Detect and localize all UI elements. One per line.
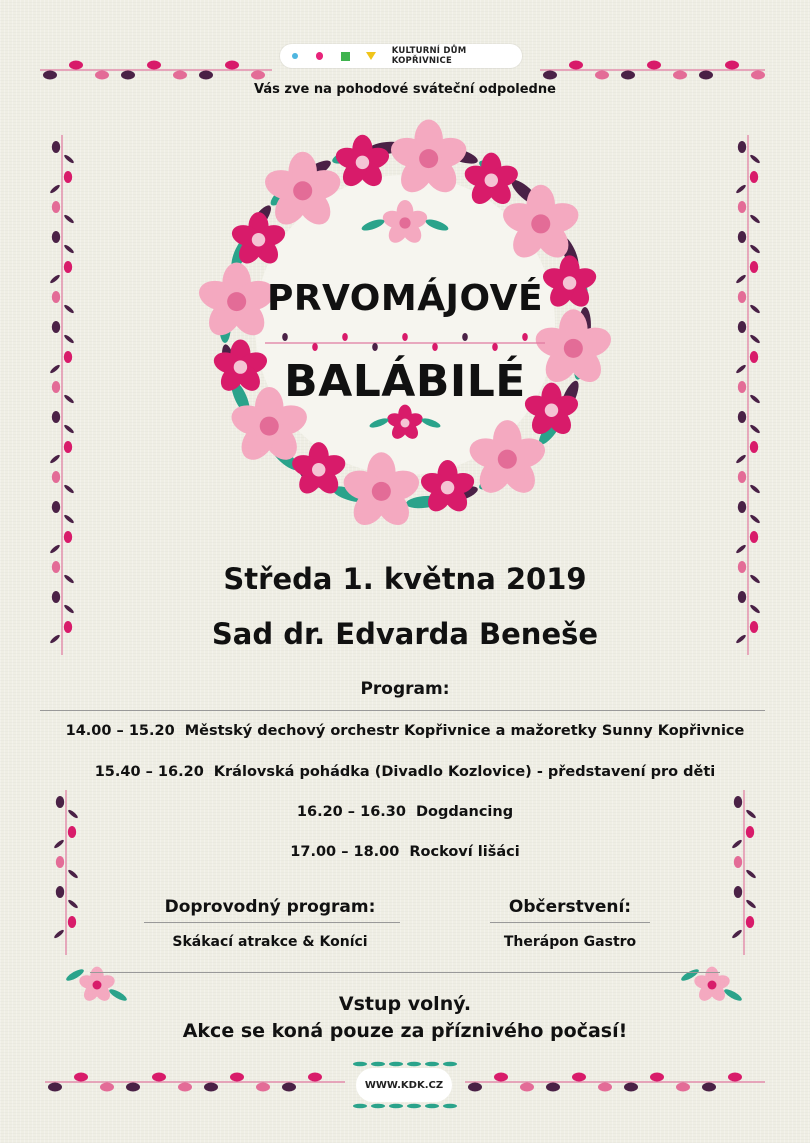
bud-icon	[468, 1083, 482, 1092]
leaf-icon	[735, 454, 747, 465]
bud-icon	[52, 501, 60, 513]
bud-icon	[282, 1083, 296, 1092]
bud-icon	[572, 1073, 586, 1082]
leaf-icon	[749, 154, 761, 165]
flower-center	[419, 149, 438, 168]
leaf-icon	[63, 304, 75, 315]
program-time: 14.00 – 15.20	[65, 723, 175, 739]
bud-icon	[52, 471, 60, 483]
leaf-icon	[749, 604, 761, 615]
bud-icon	[95, 71, 109, 80]
flower-center	[293, 181, 312, 200]
leaf-icon	[53, 929, 65, 940]
flower-center	[498, 450, 517, 469]
organizer-badge	[280, 44, 522, 68]
leaf-icon	[63, 514, 75, 525]
bud-icon	[738, 321, 746, 333]
leaf-icon	[63, 334, 75, 345]
leaf-icon	[63, 604, 75, 615]
leaf-icon	[67, 899, 79, 910]
bud-icon	[52, 141, 60, 153]
bud-icon	[48, 1083, 62, 1092]
leaf-icon	[749, 304, 761, 315]
leaf-icon	[63, 214, 75, 225]
bud-icon	[342, 333, 348, 341]
logo-dot-pink-icon	[316, 52, 324, 60]
bud-icon	[308, 1073, 322, 1082]
bud-icon	[225, 61, 239, 70]
bud-icon	[738, 231, 746, 243]
free-entry-text: Vstup volný.	[338, 993, 472, 1015]
leaf-icon	[353, 1104, 367, 1109]
divider	[90, 972, 720, 973]
leaf-icon	[353, 1062, 367, 1067]
refreshments-text: Therápon Gastro	[503, 934, 637, 950]
bud-icon	[738, 291, 746, 303]
flower-center	[399, 217, 410, 228]
bud-icon	[647, 61, 661, 70]
bud-icon	[750, 171, 758, 183]
bud-icon	[74, 1073, 88, 1082]
flower-center	[356, 156, 369, 169]
leaf-icon	[731, 929, 743, 940]
bud-icon	[256, 1083, 270, 1092]
bud-icon	[147, 61, 161, 70]
event-title-line1: PRVOMÁJOVÉ	[266, 278, 544, 319]
bud-icon	[64, 171, 72, 183]
leaf-icon	[63, 424, 75, 435]
program-act: Dogdancing	[415, 804, 514, 820]
bud-icon	[121, 71, 135, 80]
program-time: 15.40 – 16.20	[94, 764, 204, 780]
bud-icon	[598, 1083, 612, 1092]
leaf-icon	[749, 334, 761, 345]
bud-icon	[738, 141, 746, 153]
bud-icon	[204, 1083, 218, 1092]
program-act: Městský dechový orchestr Kopřivnice a mažoretky Sunny Kopřivnice	[184, 723, 745, 739]
bud-icon	[100, 1083, 114, 1092]
bud-icon	[68, 916, 76, 928]
event-venue: Sad dr. Edvarda Beneše	[211, 617, 599, 651]
bud-icon	[738, 381, 746, 393]
flower-center	[401, 419, 410, 428]
bud-icon	[751, 71, 765, 80]
floral-wreath	[160, 105, 650, 545]
flower-center	[441, 481, 454, 494]
bud-icon	[492, 343, 498, 351]
bud-icon	[494, 1073, 508, 1082]
invitation-text: Vás zve na pohodové sváteční odpoledne	[254, 82, 556, 97]
leaf-icon	[63, 154, 75, 165]
leaf-icon	[49, 544, 61, 555]
program-time: 16.20 – 16.30	[296, 804, 406, 820]
bud-icon	[738, 501, 746, 513]
bud-icon	[52, 231, 60, 243]
bud-icon	[64, 531, 72, 543]
leaf-icon	[407, 1062, 421, 1067]
bud-icon	[52, 411, 60, 423]
website-badge	[356, 1068, 452, 1102]
divider	[40, 710, 765, 711]
bud-icon	[746, 916, 754, 928]
flower-center	[485, 174, 498, 187]
bud-icon	[728, 1073, 742, 1082]
bud-icon	[569, 61, 583, 70]
program-item	[0, 804, 810, 820]
bud-icon	[68, 826, 76, 838]
leaf-icon	[389, 1062, 403, 1067]
logo-triangle-yellow-icon	[366, 52, 376, 60]
flower-center	[252, 233, 265, 246]
bud-icon	[750, 531, 758, 543]
bud-icon	[312, 343, 318, 351]
leaf-icon	[749, 214, 761, 225]
bud-icon	[52, 201, 60, 213]
divider	[490, 922, 650, 923]
bud-icon	[52, 291, 60, 303]
program-heading: Program:	[360, 679, 450, 699]
bud-icon	[199, 71, 213, 80]
bud-icon	[432, 343, 438, 351]
bud-icon	[595, 71, 609, 80]
bud-icon	[738, 201, 746, 213]
leaf-icon	[749, 514, 761, 525]
program-item	[0, 844, 810, 860]
bud-icon	[746, 826, 754, 838]
divider	[144, 922, 400, 923]
bud-icon	[734, 886, 742, 898]
leaf-icon	[49, 184, 61, 195]
bud-icon	[702, 1083, 716, 1092]
bud-icon	[738, 471, 746, 483]
leaf-icon	[735, 364, 747, 375]
refreshments-heading: Občerstvení:	[508, 897, 632, 917]
event-title-line2: BALÁBILÉ	[284, 356, 526, 407]
bud-icon	[64, 351, 72, 363]
flower-center	[312, 463, 325, 476]
leaf-icon	[407, 1104, 421, 1109]
side-program-heading: Doprovodný program:	[164, 897, 376, 917]
bud-icon	[52, 321, 60, 333]
bud-icon	[750, 441, 758, 453]
leaf-icon	[63, 484, 75, 495]
bud-icon	[56, 886, 64, 898]
side-program-text: Skákací atrakce & Koníci	[172, 934, 368, 950]
leaf-icon	[749, 484, 761, 495]
bud-icon	[64, 261, 72, 273]
leaf-icon	[63, 244, 75, 255]
logo-dot-blue-icon	[292, 53, 298, 59]
leaf-icon	[749, 244, 761, 255]
program-act: Rockoví lišáci	[409, 844, 520, 860]
leaf-icon	[749, 424, 761, 435]
bud-icon	[462, 333, 468, 341]
program-item	[0, 764, 810, 780]
bud-icon	[64, 441, 72, 453]
bud-icon	[676, 1083, 690, 1092]
program-time: 17.00 – 18.00	[290, 844, 400, 860]
leaf-icon	[745, 899, 757, 910]
bud-icon	[520, 1083, 534, 1092]
bud-icon	[52, 381, 60, 393]
flower-center	[531, 214, 550, 233]
bud-icon	[738, 411, 746, 423]
leaf-icon	[735, 544, 747, 555]
bud-icon	[673, 71, 687, 80]
leaf-icon	[749, 394, 761, 405]
leaf-icon	[49, 274, 61, 285]
flower-center	[260, 417, 279, 436]
flower-center	[372, 482, 391, 501]
bud-icon	[251, 71, 265, 80]
bud-icon	[546, 1083, 560, 1092]
leaf-icon	[63, 394, 75, 405]
program-act: Královská pohádka (Divadlo Kozlovice) - představení pro děti	[213, 764, 716, 780]
bud-icon	[282, 333, 288, 341]
leaf-icon	[67, 869, 79, 880]
bud-icon	[152, 1073, 166, 1082]
bud-icon	[650, 1073, 664, 1082]
bud-icon	[372, 343, 378, 351]
bud-icon	[699, 71, 713, 80]
bud-icon	[522, 333, 528, 341]
bud-icon	[543, 71, 557, 80]
bud-icon	[126, 1083, 140, 1092]
website-link[interactable]: WWW.KDK.CZ	[364, 1079, 444, 1091]
leaf-icon	[425, 1104, 439, 1109]
bud-icon	[624, 1083, 638, 1092]
leaf-icon	[443, 1062, 457, 1067]
bud-icon	[725, 61, 739, 70]
bud-icon	[402, 333, 408, 341]
leaf-icon	[49, 454, 61, 465]
bud-icon	[750, 261, 758, 273]
leaf-icon	[49, 364, 61, 375]
organizer-name: KULTURNÍ DŮM KOPŘIVNICE	[391, 46, 467, 66]
flower-center	[93, 981, 102, 990]
leaf-icon	[371, 1062, 385, 1067]
leaf-icon	[735, 274, 747, 285]
leaf-icon	[443, 1104, 457, 1109]
bud-icon	[750, 351, 758, 363]
flower-center	[708, 981, 717, 990]
weather-note: Akce se koná pouze za příznivého počasí!	[182, 1020, 628, 1042]
leaf-icon	[735, 184, 747, 195]
bud-icon	[621, 71, 635, 80]
program-item	[0, 723, 810, 739]
leaf-icon	[371, 1104, 385, 1109]
bud-icon	[178, 1083, 192, 1092]
bud-icon	[230, 1073, 244, 1082]
leaf-icon	[745, 869, 757, 880]
event-date: Středa 1. května 2019	[223, 562, 587, 596]
leaf-icon	[389, 1104, 403, 1109]
bud-icon	[173, 71, 187, 80]
bud-icon	[43, 71, 57, 80]
logo-square-green-icon	[341, 52, 350, 61]
leaf-icon	[425, 1062, 439, 1067]
bud-icon	[69, 61, 83, 70]
